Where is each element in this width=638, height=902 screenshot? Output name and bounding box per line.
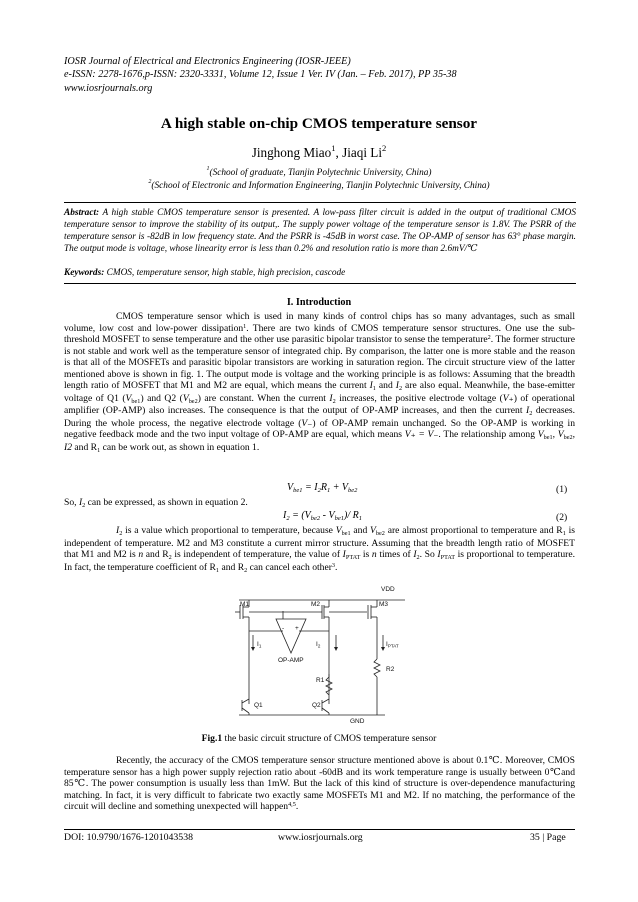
p2-seg: is proportional to temperature. In fact, the temperature coefficient of R xyxy=(64,549,575,573)
label-i1 xyxy=(257,641,262,649)
abstract-text: A high stable CMOS temperature sensor is presented. A low-pass filter circuit is added in the output of traditional CMOS temperature sensor to improve the stability of its output,. The supply power voltage of the temperature sensor is 1.8V. The PSRR of the temperature sensor is -82dB in low frequency state. And the PSRR is -45dB in worst case. The OP-AMP of sensor has 63° phase margin. The output mode is voltage, whose linearity error is less than 0.2% and resolution ratio is more than 2.6mV/℃ xyxy=(64,208,576,254)
p1-seg: , xyxy=(552,429,558,441)
sym-n: n xyxy=(138,549,144,561)
sym-i: I xyxy=(369,380,373,392)
p2-seg: . xyxy=(335,561,338,573)
label-i1-sub: 1 xyxy=(258,643,262,649)
label-m3: M3 xyxy=(379,601,389,608)
p2-seg: and R xyxy=(143,549,169,561)
footer-site: www.iosrjournals.org xyxy=(278,832,363,843)
sym-i: I xyxy=(437,549,441,561)
eq-sub: be2 xyxy=(348,487,358,494)
ref-4-5: 4,5 xyxy=(288,801,296,809)
footer-rule xyxy=(64,829,575,830)
p3-seg: . xyxy=(295,801,299,813)
journal-header xyxy=(64,55,584,95)
sym-i: I xyxy=(78,497,83,508)
eq-sym: V xyxy=(287,482,294,493)
keywords-label: Keywords: xyxy=(64,268,105,278)
author-sep: , xyxy=(335,145,343,160)
iptat-arrow-icon xyxy=(381,647,385,651)
caption-text: the basic circuit structure of CMOS temperature sensor xyxy=(222,733,437,744)
author-2: Jiaqi Li xyxy=(342,145,383,160)
sub-be2: be2 xyxy=(375,530,385,537)
p1-seg: , xyxy=(572,429,575,441)
sym-vminus: V₋ xyxy=(301,417,313,429)
p2-seg: are almost proportional to temperature and R xyxy=(384,525,563,536)
r2-resistor xyxy=(374,659,380,677)
affiliation-2 xyxy=(0,181,638,191)
p2-seg: and xyxy=(350,525,371,536)
p1-seg: CMOS temperature sensor which is used in many kinds of control chips has so many advantages, such as small volume, low cost and low-power dissipation xyxy=(64,311,575,334)
affil-2-text: (School of Electronic and Information Engineering, Tianjin Polytechnic University, China) xyxy=(151,181,490,191)
eq-sym: - V xyxy=(320,510,335,521)
p1-seg: increases, the positive electrode voltage ( xyxy=(335,392,503,404)
p2-seg: . So xyxy=(419,549,438,561)
equation-2 xyxy=(283,510,362,521)
sub-be1: be1 xyxy=(131,397,141,405)
abstract-label: Abstract: xyxy=(64,208,100,218)
label-iptat-main: I xyxy=(386,641,388,648)
authors xyxy=(0,145,638,161)
sub-1: 1 xyxy=(372,385,376,393)
sym-v: V xyxy=(557,429,564,441)
label-i2-main: I xyxy=(316,641,318,648)
eq-sub: be1 xyxy=(334,515,345,522)
paragraph-3 xyxy=(64,755,575,813)
sub-2: 2 xyxy=(244,566,248,574)
sym-i: I xyxy=(526,405,530,417)
paragraph-1-text xyxy=(64,311,575,455)
abstract-bottom-rule xyxy=(64,283,576,284)
p1-seg: . The former structure is not stable and work well as the temperature sensor of integrated chip. By comparison, the latter one is more stable and the reason is that all of the MOSFETs and parasitic bipolar transistors are working in saturation region. The circuit structure view of the latter mentioned above is shown in fig. 1. The output mode is voltage and the working principle is as follows: Assuming that the breadth length ratio of MOSFET that M1 and M2 are equal, which means the current xyxy=(64,334,575,392)
footer-doi: DOI: 10.9790/1676-1201043538 xyxy=(64,832,193,843)
p1-seg: ) of OP-AMP remain unchanged. So the OP-AMP is working in negative feedback mode and the two input voltage of OP-AMP are equal, which means xyxy=(64,417,575,441)
p3-seg: Recently, the accuracy of the CMOS temperature sensor structure mentioned above is about 0.1℃. Moreover, CMOS temperature sensor has a high power supply rejection ratio about -60dB and its work temperature range is usually between 0℃and 85℃. The power consumption is usually less than 1mW. But the lack of this kind of structure is over-dependence manufacturing matching. In fact, it is very difficult to fabricate two exactly same MOSFETs M1 and M2. If no matching, the performance of the circuit will decline and something unexpected will happen xyxy=(64,755,575,813)
sub-2: 2 xyxy=(119,530,123,537)
sub-1: 1 xyxy=(562,530,566,537)
equation-1 xyxy=(287,482,357,493)
paper-title: A high stable on-chip CMOS temperature sensor xyxy=(160,115,478,132)
sym-v: V xyxy=(370,525,376,536)
sub-2: 2 xyxy=(529,410,533,418)
p1-seg: can be work out, as shown in equation 1. xyxy=(100,442,260,454)
keywords-text: CMOS, temperature sensor, high stable, high precision, cascode xyxy=(104,268,346,278)
eq-sub: 1 xyxy=(358,515,362,522)
sub-2: 2 xyxy=(416,554,420,562)
affil-1-text: (School of graduate, Tianjin Polytechnic University, China) xyxy=(209,168,432,178)
label-m2: M2 xyxy=(311,601,321,608)
label-i2-sub: 2 xyxy=(317,643,321,649)
label-iptat-sub: PTAT xyxy=(387,643,399,649)
label-gnd: GND xyxy=(350,718,365,725)
p2-seg: is xyxy=(360,549,372,561)
eq-sym: = I xyxy=(302,482,318,493)
affiliation-1 xyxy=(0,168,638,178)
opamp-symbol xyxy=(276,619,306,653)
sym-i: I xyxy=(329,392,333,404)
abstract xyxy=(64,208,576,256)
footer-page: 35 | Page xyxy=(530,832,566,843)
eq-sym: R xyxy=(320,482,327,493)
journal-url: www.iosrjournals.org xyxy=(64,82,153,94)
p1-seg: and R xyxy=(72,442,98,454)
paragraph-2-text xyxy=(64,525,575,574)
sub-1: 1 xyxy=(97,447,101,455)
sub-ptat: PTAT xyxy=(345,554,361,562)
sym-v: V xyxy=(182,392,189,404)
sym-v: V xyxy=(537,429,544,441)
eq-sym: = (V xyxy=(289,510,311,521)
p2-seg: is independent of temperature. M2 and M3 constitute a current mirror structure. Assuming that the breadth length ratio of MOSFET that M1 and M2 is xyxy=(64,525,575,561)
label-q1: Q1 xyxy=(254,702,263,709)
paragraph-1 xyxy=(64,311,575,455)
author-1-affil: 1 xyxy=(331,143,336,153)
sub-2: 2 xyxy=(332,397,336,405)
paragraph-2 xyxy=(64,525,575,574)
caption-label: Fig.1 xyxy=(201,733,223,744)
affil-2-mark: 2 xyxy=(148,179,152,185)
circuit-diagram xyxy=(225,583,420,728)
equation-1-number: (1) xyxy=(556,484,568,495)
eq-sub: 1 xyxy=(326,487,331,494)
label-q2: Q2 xyxy=(312,702,321,709)
journal-name: IOSR Journal of Electrical and Electronics Engineering (IOSR-JEEE) xyxy=(64,56,351,67)
sym-i: I xyxy=(395,380,399,392)
label-vdd: VDD xyxy=(381,586,395,593)
author-2-affil: 2 xyxy=(382,143,387,153)
eq-sub: 2 xyxy=(317,487,321,494)
p2-seg: and R xyxy=(219,561,245,573)
ref-2: 2 xyxy=(487,334,491,342)
sub-2: 2 xyxy=(398,385,403,393)
sym-i2: I2 xyxy=(64,442,72,454)
sub-1: 1 xyxy=(215,566,220,574)
label-m1: M1 xyxy=(240,601,250,608)
i1-arrow-icon xyxy=(251,647,255,651)
sub-be2: be2 xyxy=(563,434,573,442)
eq-sub: 2 xyxy=(286,515,290,522)
eq-sub: be2 xyxy=(310,515,321,522)
p1-seg: . The relationship among xyxy=(438,429,538,441)
p1-seg: and xyxy=(375,380,396,392)
sub-ptat: PTAT xyxy=(440,554,456,562)
sym-v: V xyxy=(335,525,342,536)
author-1: Jinghong Miao xyxy=(251,145,332,160)
abstract-top-rule xyxy=(64,202,576,203)
sym-v: V xyxy=(125,392,132,404)
p-seg: So, xyxy=(64,497,79,508)
p2-seg: is a value which proportional to temperature, because xyxy=(122,525,336,536)
eq-sym: + V xyxy=(330,482,349,493)
equation-2-number: (2) xyxy=(556,512,568,523)
p1-seg: decreases. During the whole process, the negative electrode voltage ( xyxy=(64,405,576,429)
sub-2: 2 xyxy=(168,554,172,562)
sub-be2: be2 xyxy=(188,397,198,405)
ref-3: 3 xyxy=(331,561,336,569)
p2-seg: is independent of temperature, the value of xyxy=(171,549,343,561)
sym-i: I xyxy=(342,549,346,561)
p1-seg: ) of operational amplifier (OP-AMP) also increases. The consequence is that the output of OP-AMP increases, and then the current xyxy=(64,392,575,417)
eq-sub: be1 xyxy=(293,487,303,494)
eq-sym: I xyxy=(283,510,287,521)
ref-1: 1 xyxy=(243,322,247,330)
p2-seg: can cancel each other xyxy=(247,561,332,573)
p2-seg: times of xyxy=(376,549,414,561)
p1-seg: are also equal. Meanwhile, the base-emitter voltage of Q1 ( xyxy=(64,380,575,404)
journal-issn: e-ISSN: 2278-1676,p-ISSN: 2320-3331, Volume 12, Issue 1 Ver. IV (Jan. – Feb. 2017), PP 35-38 xyxy=(64,69,457,81)
p1-seg: . There are two kinds of CMOS temperature sensor structures. One use the sub-threshold MOSFET to sense temperature and the other use parasitic bipolar transistor to sense the temperature xyxy=(64,322,576,346)
paragraph-eq2-intro xyxy=(64,497,575,510)
label-opamp-minus: - xyxy=(282,625,285,632)
sym-n: n xyxy=(371,549,377,561)
label-i2 xyxy=(316,641,321,649)
p-seg: can be expressed, as shown in equation 2. xyxy=(85,497,248,508)
sub-2: 2 xyxy=(82,502,86,509)
sym-i: I xyxy=(413,549,417,561)
sym-vpeq: V₊ = V₋ xyxy=(404,429,439,441)
paragraph-3-text xyxy=(64,755,575,813)
label-r2: R2 xyxy=(386,666,395,673)
i2-arrow-icon xyxy=(334,647,338,651)
eq-sym: )/ R xyxy=(344,510,359,521)
figure-caption xyxy=(0,733,638,744)
keywords xyxy=(64,268,576,278)
sym-vplus: V₊ xyxy=(502,392,514,404)
sym-i: I xyxy=(116,525,120,536)
label-opamp-plus: + xyxy=(295,625,299,632)
sub-be1: be1 xyxy=(341,530,351,537)
sub-be1: be1 xyxy=(543,434,553,442)
section-heading-introduction: I. Introduction xyxy=(286,297,352,308)
label-r1: R1 xyxy=(316,677,325,684)
affil-1-mark: 1 xyxy=(206,166,210,172)
label-i1-main: I xyxy=(257,641,259,648)
p1-seg: ) and Q2 ( xyxy=(140,392,183,404)
label-iptat xyxy=(386,641,399,649)
p1-seg: ) are constant. When the current xyxy=(197,392,330,404)
label-opamp: OP-AMP xyxy=(278,657,304,664)
